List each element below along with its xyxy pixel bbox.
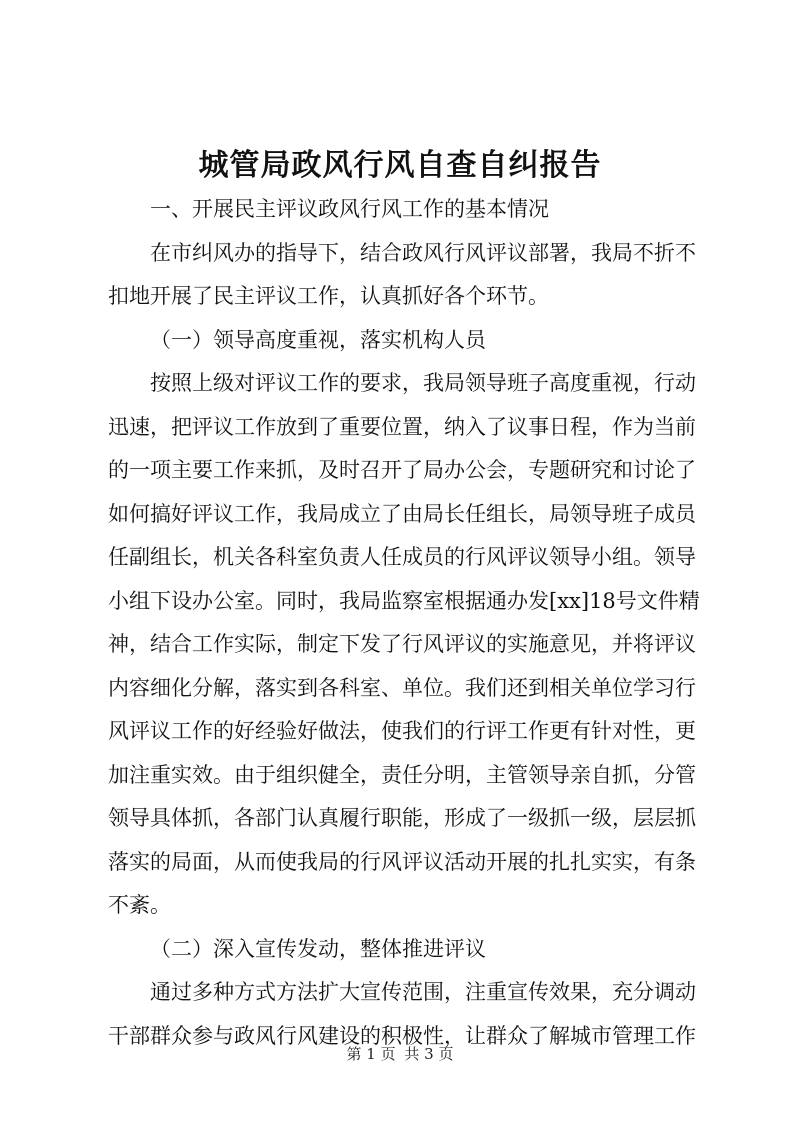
subsection-heading: （一）领导高度重视，落实机构人员 [150, 327, 486, 352]
body-paragraph: 通过多种方式方法扩大宣传范围，注重宣传效果，充分调动干部群众参与政风行风建设的积极性，让群众了解城市管理工作 [108, 980, 696, 1048]
document-body [108, 188, 708, 1058]
body-paragraph: 在市纠风办的指导下，结合政风行风评议部署，我局不折不扣地开展了民主评议工作，认真抓好各个环节。 [108, 240, 696, 308]
page-total: 共 3 页 [404, 1045, 454, 1063]
subsection-heading: （二）深入宣传发动，整体推进评议 [150, 936, 486, 961]
body-paragraph: 按照上级对评议工作的要求，我局领导班子高度重视，行动迅速，把评议工作放到了重要位置，纳入了议事日程，作为当前的一项主要工作来抓，及时召开了局办公会，专题研究和讨论了如何搞好评议工作，我局成立了由局长任组长，局领导班子成员任副组长，机关各科室负责人任成员的行风评议领导小组。领导小组下设办公室。同时，我局监察室根据通办发[xx]18号文件精神，结合工作实际，制定下发了行风评议的实施意见，并将评议内容细化分解，落实到各科室、单位。我们还到相关单位学习行风评议工作的好经验好做法，使我们的行评工作更有针对性，更加注重实效。由于组织健全，责任分明，主管领导亲自抓，分管领导具体抓，各部门认真履行职能，形成了一级抓一级，层层抓落实的局面，从而使我局的行风评议活动开展的扎扎实实，有条不紊。 [108, 371, 700, 917]
page-footer [0, 1043, 800, 1064]
document-title: 城管局政风行风自查自纠报告 [198, 148, 602, 183]
section-heading: 一、开展民主评议政风行风工作的基本情况 [150, 197, 549, 221]
page-number: 第 1 页 [346, 1045, 396, 1063]
